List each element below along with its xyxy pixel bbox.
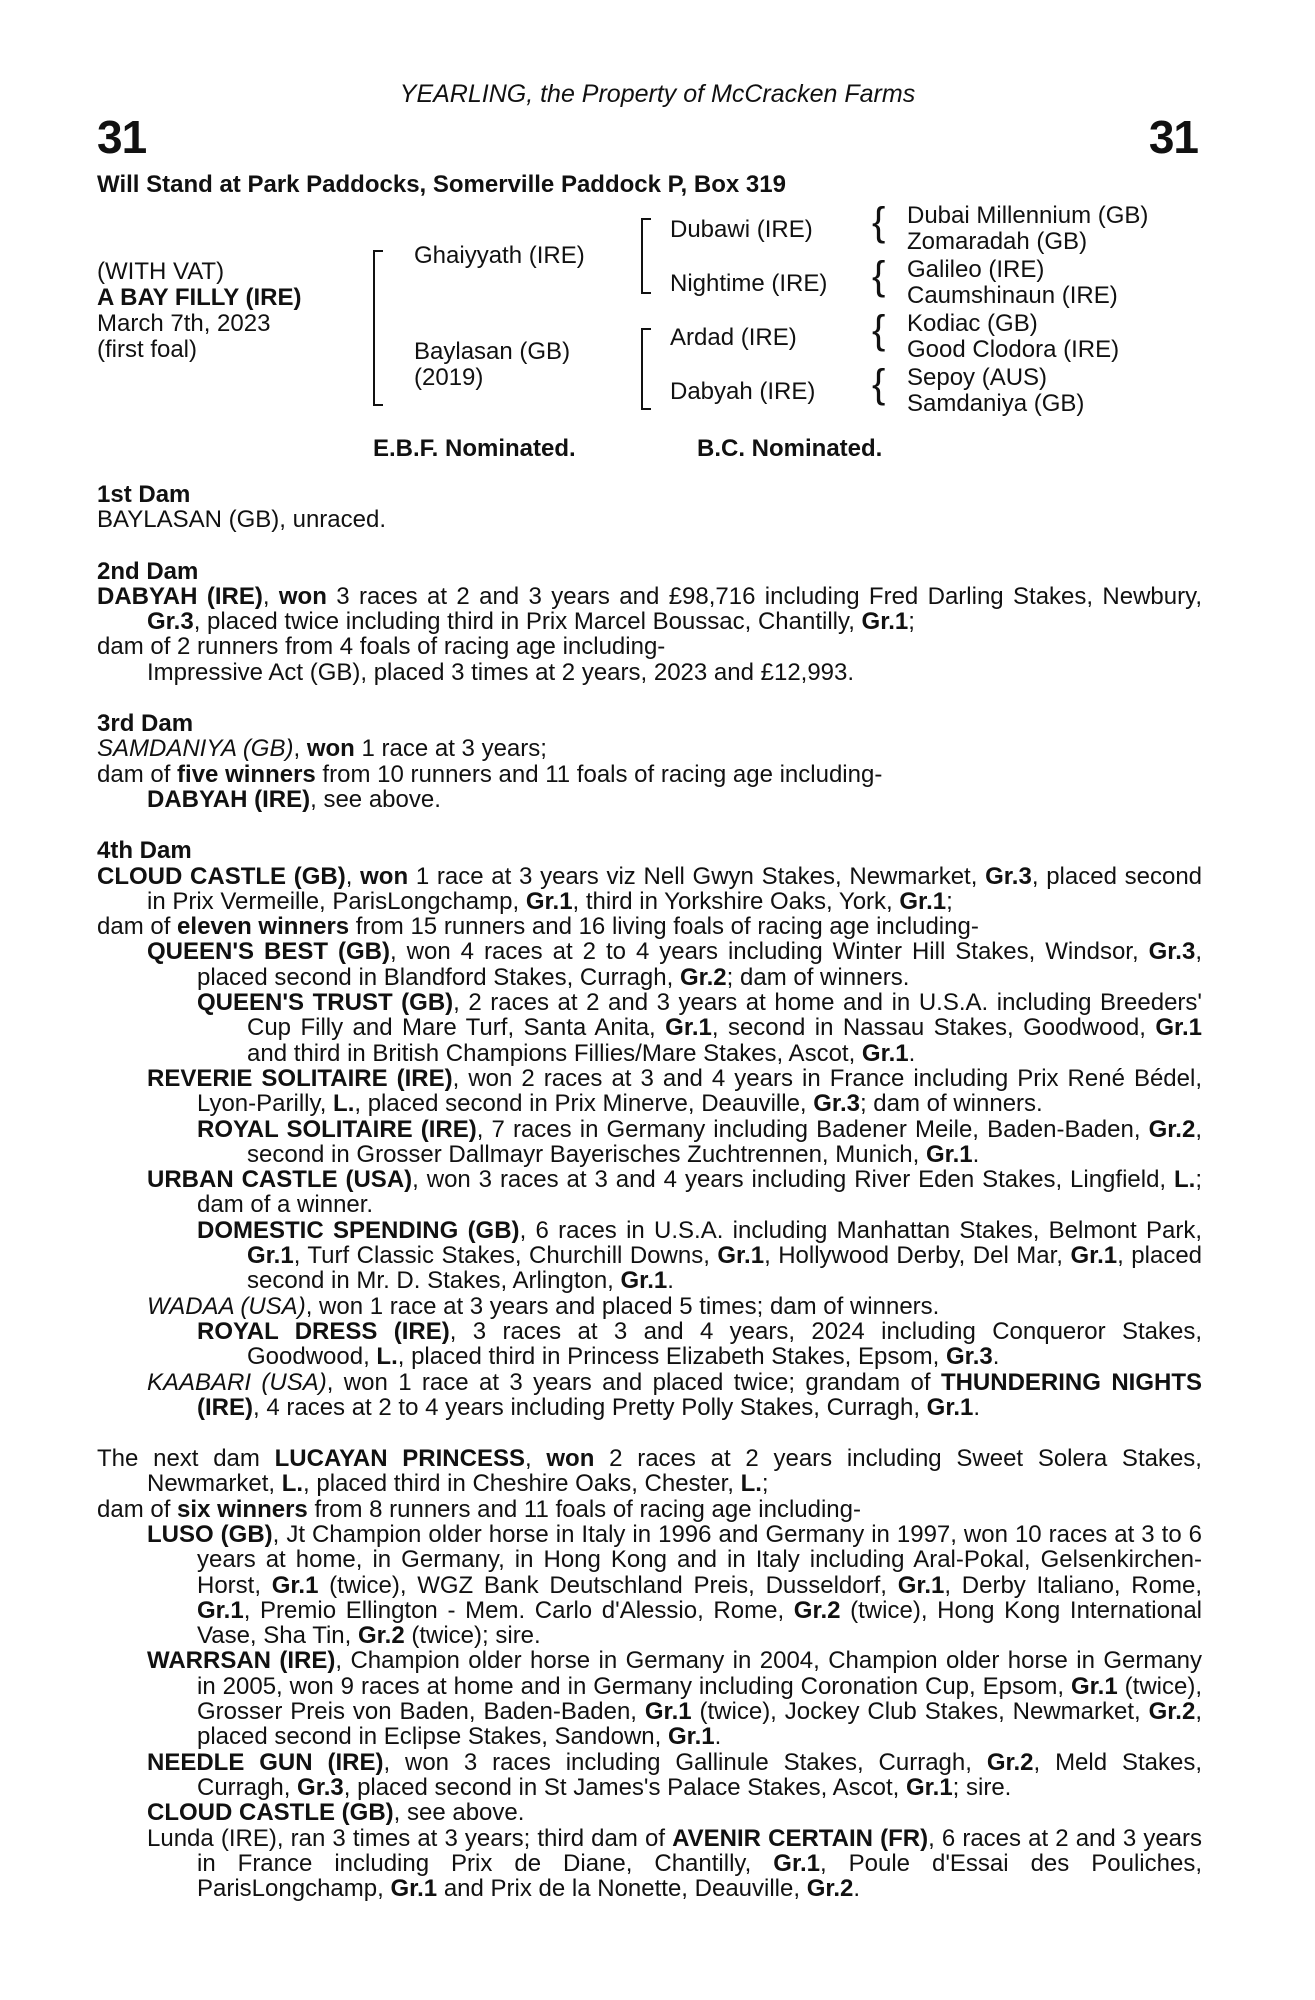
third-dam-progeny: DABYAH (IRE), see above. [147,785,441,813]
pedigree-dam-year: (2019) [414,364,484,391]
foaling-date: March 7th, 2023 [97,310,271,337]
pedigree-brace-4: { [872,200,886,244]
standing-location: Will Stand at Park Paddocks, Somerville Paddock P, Box 319 [97,171,786,198]
progeny-lunda: Lunda (IRE), ran 3 times at 3 years; third dam of AVENIR CERTAIN (FR), 6 races at 2 and 3 years in France including Prix de Diane, Chantilly, Gr.1, Poule d'Essai des Pouliches, ParisLongchamp, Gr.1 and Prix de la Nonette, Deauville, Gr.2. [147,1824,1203,1903]
second-dam-entry: DABYAH (IRE), won 3 races at 2 and 3 years and £98,716 including Fred Darling Stakes, Newbury, Gr.3, placed twice including third in Prix Marcel Boussac, Chantilly, Gr.1; [97,582,1203,636]
progeny-domestic-spending: DOMESTIC SPENDING (GB), 6 races in U.S.A. including Manhattan Stakes, Belmont Park, Gr.1, Turf Classic Stakes, Churchill Downs, Gr.1, Hollywood Derby, Del Mar, Gr.1, placed second in Mr. D. Stakes, Arlington, Gr.1. [197,1216,1203,1295]
vat-note: (WITH VAT) [97,258,225,285]
foal-note: (first foal) [97,336,198,363]
pedigree-brace-2 [641,218,651,294]
pedigree-g6: Good Clodora (IRE) [907,336,1120,363]
horse-name: DABYAH (IRE) [97,582,263,610]
pedigree-g8: Samdaniya (GB) [907,390,1085,417]
pedigree-dam-dam: Dabyah (IRE) [670,378,816,405]
pedigree-brace-7: { [872,362,886,406]
pedigree-brace-6: { [872,308,886,352]
next-dam-produce-summary: dam of six winners from 8 runners and 11 foals of racing age including- [97,1495,861,1523]
next-dam-entry: The next dam LUCAYAN PRINCESS, won 2 races at 2 years including Sweet Solera Stakes, Newmarket, L., placed third in Cheshire Oaks, Chester, L.; [97,1445,1202,1498]
progeny-royal-dress: ROYAL DRESS (IRE), 3 races at 3 and 4 years, 2024 including Conqueror Stakes, Goodwood, L., placed third in Princess Elizabeth Stakes, Epsom, Gr.3. [197,1317,1202,1371]
progeny-luso: LUSO (GB), Jt Champion older horse in Italy in 1996 and Germany in 1997, won 10 races at 3 to 6 years at home, in Germany, in Hong Kong and in Italy including Aral-Pokal, Gelsenkirchen-Horst, Gr.1 (twice), WGZ Bank Deutschland Preis, Dusseldorf, Gr.1, Derby Italiano, Rome, Gr.1, Premio Ellington - Mem. Carlo d'Alessio, Rome, Gr.2 (twice), Hong Kong International Vase, Sha Tin, Gr.2 (twice); sire. [147,1520,1203,1650]
lot-number-right: 31 [1148,111,1198,163]
pedigree-sire-sire: Dubawi (IRE) [670,216,813,243]
third-dam-entry: SAMDANIYA (GB), won 1 race at 3 years; [97,735,547,763]
pedigree-brace-3 [641,328,651,410]
progeny-cloud-castle: CLOUD CASTLE (GB), see above. [147,1799,525,1827]
first-dam-heading: 1st Dam [97,481,191,508]
bc-nomination: B.C. Nominated. [697,435,883,462]
pedigree-dam-sire: Ardad (IRE) [670,324,797,351]
second-dam-produce-summary: dam of 2 runners from 4 foals of racing age including- [97,633,666,661]
pedigree-sire-dam: Nightime (IRE) [670,270,828,297]
pedigree-g3: Galileo (IRE) [907,256,1045,283]
progeny-queens-trust: QUEEN'S TRUST (GB), 2 races at 2 and 3 years at home and in U.S.A. including Breeders' Cup Filly and Mare Turf, Santa Anita, Gr.1, second in Nassau Stakes, Goodwood, Gr.1 and third in British Champions Fillies/Mare Stakes, Ascot, Gr.1. [197,989,1203,1067]
pedigree-g2: Zomaradah (GB) [907,228,1088,255]
progeny-royal-solitaire: ROYAL SOLITAIRE (IRE), 7 races in Germany including Badener Meile, Baden-Baden, Gr.2, second in Grosser Dallmayr Bayerisches Zuchtrennen, Munich, Gr.1. [197,1115,1202,1168]
progeny-queens-best: QUEEN'S BEST (GB), won 4 races at 2 to 4 years including Winter Hill Stakes, Windsor, Gr.3, placed second in Blandford Stakes, Curragh, Gr.2; dam of winners. [147,938,1202,991]
fourth-dam-heading: 4th Dam [97,837,192,865]
third-dam-produce-summary: dam of five winners from 10 runners and 11 foals of racing age including- [97,760,883,788]
progeny-kaabari: KAABARI (USA), won 1 race at 3 years and placed twice; grandam of THUNDERING NIGHTS (IRE), 4 races at 2 to 4 years including Pretty Polly Stakes, Curragh, Gr.1. [147,1368,1202,1421]
catalogue-header: YEARLING, the Property of McCracken Farms [399,80,916,108]
progeny-warrsan: WARRSAN (IRE), Champion older horse in Germany in 2004, Champion older horse in Germany in 2005, won 9 races at home and in Germany including Coronation Cup, Epsom, Gr.1 (twice), Grosser Preis von Baden, Baden-Baden, Gr.1 (twice), Jockey Club Stakes, Newmarket, Gr.2, placed second in Eclipse Stakes, Sandown, Gr.1. [147,1647,1203,1751]
pedigree-g4: Caumshinaun (IRE) [907,282,1118,309]
progeny-needle-gun: NEEDLE GUN (IRE), won 3 races including Gallinule Stakes, Curragh, Gr.2, Meld Stakes, Curragh, Gr.3, placed second in St James's Palace Stakes, Ascot, Gr.1; sire. [147,1748,1203,1801]
pedigree-g1: Dubai Millennium (GB) [907,202,1149,229]
progeny-reverie-solitaire: REVERIE SOLITAIRE (IRE), won 2 races at 3 and 4 years in France including Prix René Bédel, Lyon-Parilly, L., placed second in Prix Minerve, Deauville, Gr.3; dam of winners. [147,1064,1202,1118]
pedigree-brace-1 [373,250,383,406]
pedigree-g5: Kodiac (GB) [907,310,1038,337]
first-dam-text: BAYLASAN (GB), unraced. [97,506,387,534]
horse-name: A BAY FILLY (IRE) [97,284,302,311]
pedigree-dam: Baylasan (GB) [414,338,571,365]
ebf-nomination: E.B.F. Nominated. [373,435,576,462]
lot-number-left: 31 [97,111,147,163]
second-dam-progeny: Impressive Act (GB), placed 3 times at 2 years, 2023 and £12,993. [147,658,855,686]
pedigree-sire: Ghaiyyath (IRE) [414,242,585,269]
pedigree-g7: Sepoy (AUS) [907,364,1048,391]
fourth-dam-produce-summary: dam of eleven winners from 15 runners and 16 living foals of racing age including- [97,913,979,941]
progeny-wadaa: WADAA (USA), won 1 race at 3 years and placed 5 times; dam of winners. [147,1292,940,1320]
second-dam-heading: 2nd Dam [97,557,199,585]
dam-line-section [97,482,1202,1901]
fourth-dam-entry: CLOUD CASTLE (GB), won 1 race at 3 years viz Nell Gwyn Stakes, Newmarket, Gr.3, placed second in Prix Vermeille, ParisLongchamp, Gr.1, third in Yorkshire Oaks, York, Gr.1; [97,862,1203,915]
progeny-urban-castle: URBAN CASTLE (USA), won 3 races at 3 and 4 years including River Eden Stakes, Lingfield, L.; dam of a winner. [147,1166,1203,1219]
pedigree-brace-5: { [872,254,886,298]
third-dam-heading: 3rd Dam [97,710,194,738]
